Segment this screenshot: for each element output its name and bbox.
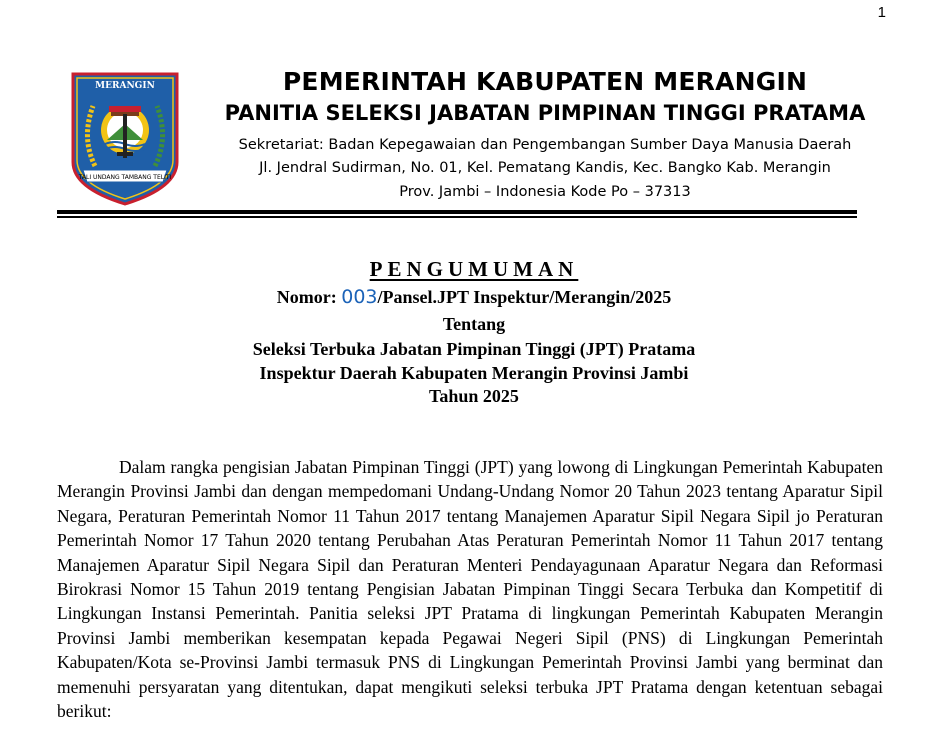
letterhead-government: PEMERINTAH KABUPATEN MERANGIN xyxy=(282,67,808,96)
announcement-year: Tahun 2025 xyxy=(429,386,519,406)
number-suffix: /Pansel.JPT Inspektur/Merangin/2025 xyxy=(377,287,672,307)
emblem-banner-text: MERANGIN xyxy=(95,81,155,91)
announcement-subject-line2: Inspektur Daerah Kabupaten Merangin Provinsi Jambi xyxy=(259,363,689,383)
letterhead-committee: PANITIA SELEKSI JABATAN PIMPINAN TINGGI PRATAMA xyxy=(224,101,866,125)
number-handwritten: 003 xyxy=(341,286,378,308)
announcement-subject-line1: Seleksi Terbuka Jabatan Pimpinan Tinggi (JPT) Pratama xyxy=(252,339,696,359)
letterhead-divider-thick xyxy=(57,210,857,214)
letterhead-province: Prov. Jambi – Indonesia Kode Po – 37313 xyxy=(399,184,691,200)
letterhead-secretariat: Sekretariat: Badan Kepegawaian dan Pengembangan Sumber Daya Manusia Daerah xyxy=(238,137,852,153)
page-number: 1 xyxy=(877,4,886,21)
letterhead-divider-thin xyxy=(57,216,857,218)
number-prefix: Nomor: xyxy=(276,287,342,307)
merangin-emblem-logo xyxy=(69,66,181,206)
announcement-title: PENGUMUMAN xyxy=(369,257,579,281)
letterhead-address: Jl. Jendral Sudirman, No. 01, Kel. Pematang Kandis, Kec. Bangko Kab. Merangin xyxy=(259,160,831,176)
announcement-number xyxy=(0,286,948,308)
body-paragraph: Dalam rangka pengisian Jabatan Pimpinan Tinggi (JPT) yang lowong di Lingkungan Pemerintah Kabupaten Merangin Provinsi Jambi dan dengan mempedomani Undang-Undang Nomor 20 Tahun 2023 tentang Aparatur Sipil Negara, Peraturan Pemerintah Nomor 11 Tahun 2017 tentang Manajemen Aparatur Sipil Negara Sipil jo Peraturan Pemerintah Nomor 17 Tahun 2020 tentang Perubahan Atas Peraturan Pemerintah Nomor 11 Tahun 2017 tentang Manajemen Aparatur Sipil Negara Sipil dan Peraturan Menteri Pendayagunaan Aparatur Negara dan Reformasi Birokrasi Nomor 15 Tahun 2019 tentang Pengisian Jabatan Pimpinan Tinggi Secara Terbuka dan Kompetitif di Lingkungan Instansi Pemerintah. Panitia seleksi JPT Pratama di lingkungan Pemerintah Kabupaten Merangin Provinsi Jambi memberikan kesempatan kepada Pegawai Negeri Sipil (PNS) di Lingkungan Pemerintah Kabupaten/Kota se-Provinsi Jambi termasuk PNS di Lingkungan Pemerintah Provinsi Jambi yang berminat dan memenuhi persyaratan yang ditentukan, dapat mengikuti seleksi terbuka JPT Pratama dengan ketentuan sebagai berikut: xyxy=(57,457,883,722)
emblem-ribbon-text: TALI UNDANG TAMBANG TELITI xyxy=(78,174,172,181)
announcement-about: Tentang xyxy=(442,314,506,334)
